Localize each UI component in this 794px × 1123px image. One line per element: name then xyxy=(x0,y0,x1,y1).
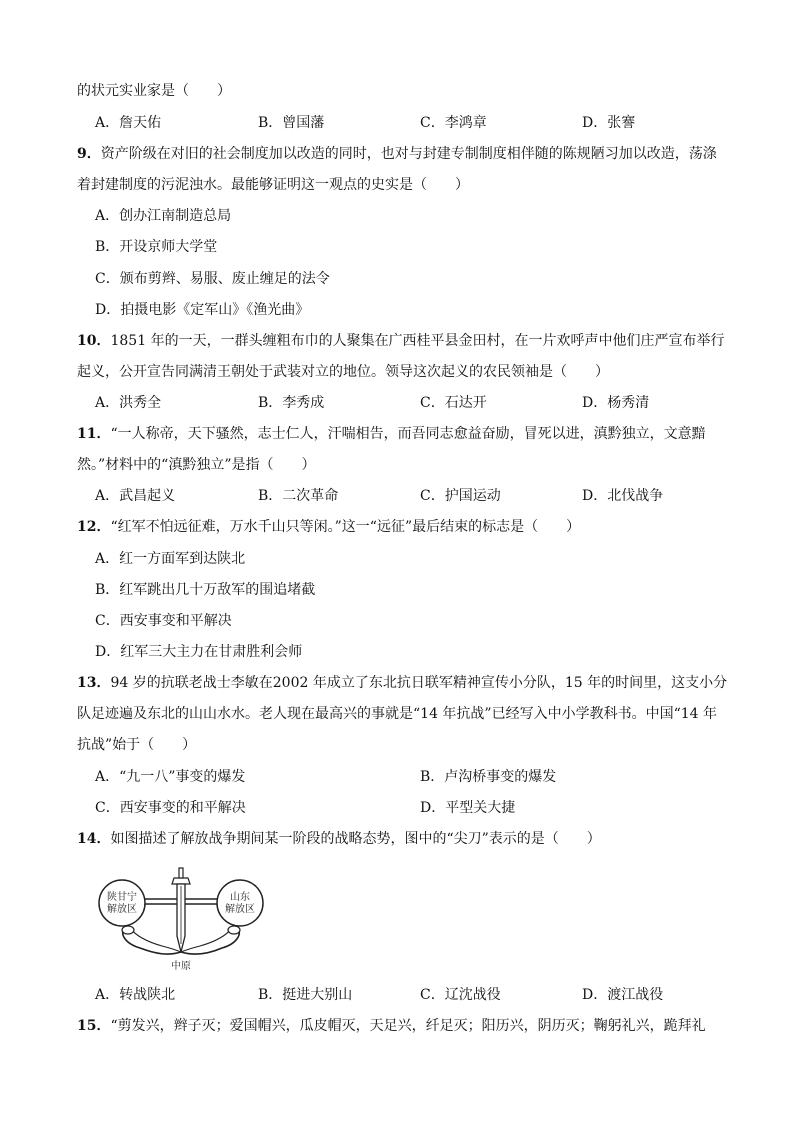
q11-option-b[interactable]: B．二次革命 xyxy=(258,488,339,504)
left-region-circle xyxy=(99,880,145,926)
q10-stem-line1 xyxy=(77,331,725,351)
q9-option-a[interactable]: A．创办江南制造总局 xyxy=(95,208,232,224)
q12-option-a[interactable]: A．红一方面军到达陕北 xyxy=(95,551,246,567)
q10-option-b[interactable]: B．李秀成 xyxy=(258,395,325,411)
q13-stem-line3: 抗战”始于（ ） xyxy=(77,737,197,753)
q14-stem-line1 xyxy=(77,829,601,849)
right-region-circle xyxy=(217,880,263,926)
q12-option-d[interactable]: D．红军三大主力在甘肃胜利会师 xyxy=(95,644,303,660)
q14-number: 14． xyxy=(77,831,111,847)
q9-text: 资产阶级在对旧的社会制度加以改造的同时，也对与封建专制制度相伴随的陈规陋习加以改造，荡涤 xyxy=(100,146,717,162)
central-plains-label: 中原 xyxy=(171,961,191,972)
q13-stem-line2: 队足迹遍及东北的山山水水。老人现在最高兴的事就是“14 年抗战”已经写入中小学教科书。中国“14 年 xyxy=(77,706,717,722)
q8-option-d[interactable]: D．张謇 xyxy=(582,115,636,131)
q11-option-a[interactable]: A．武昌起义 xyxy=(95,488,176,504)
q10-stem-line2: 起义，公开宣告同满清王朝处于武装对立的地位。领导这次起义的农民领袖是（ ） xyxy=(77,364,609,380)
q14-option-b[interactable]: B．挺进大别山 xyxy=(258,987,353,1003)
q9-stem-line1 xyxy=(77,144,717,164)
q12-option-c[interactable]: C．西安事变和平解决 xyxy=(95,613,232,629)
q12-stem-line1 xyxy=(77,517,580,537)
q13-option-b[interactable]: B．卢沟桥事变的爆发 xyxy=(420,769,557,785)
q10-text: 1851 年的一天，一群头缠粗布巾的人聚集在广西桂平县金田村，在一片欢呼声中他们庄严宣布举行 xyxy=(110,333,725,349)
q13-option-a[interactable]: A．“九一八”事变的爆发 xyxy=(95,769,246,785)
q9-stem-line2: 着封建制度的污泥浊水。最能够证明这一观点的史实是（ ） xyxy=(77,177,469,193)
q15-number: 15． xyxy=(77,1018,111,1034)
q11-option-d[interactable]: D．北伐战争 xyxy=(582,488,664,504)
q14-option-c[interactable]: C．辽沈战役 xyxy=(420,987,501,1003)
q9-number: 9． xyxy=(77,146,101,162)
left-region-label-1: 陕甘宁 xyxy=(107,892,137,903)
q8-stem-tail: 的状元实业家是（ ） xyxy=(77,83,231,99)
q14-option-a[interactable]: A．转战陕北 xyxy=(95,987,176,1003)
left-hand xyxy=(122,926,134,934)
q11-stem-line1 xyxy=(77,424,706,444)
q15-stem-line1 xyxy=(77,1016,706,1036)
q13-stem-line1 xyxy=(77,673,727,693)
right-region-label-1: 山东 xyxy=(230,892,250,903)
knife-handle-top xyxy=(172,878,190,884)
knife-grip xyxy=(179,868,183,878)
q9-option-b[interactable]: B．开设京师大学堂 xyxy=(95,239,218,255)
q13-option-d[interactable]: D．平型关大捷 xyxy=(420,800,516,816)
q12-text: “红军不怕远征难，万水千山只等闲。”这一“远征”最后结束的标志是（ ） xyxy=(110,519,581,535)
q11-number: 11． xyxy=(77,426,111,442)
q13-number: 13． xyxy=(77,675,111,691)
q13-text: 94 岁的抗联老战士李敏在2002 年成立了东北抗日联军精神宣传小分队，15 年的时间里，这支小分 xyxy=(110,675,728,691)
q12-number: 12． xyxy=(77,519,111,535)
q11-text: “一人称帝，天下骚然，志士仁人，汗喘相告，而吾同志愈益奋励，冒死以进，滇黔独立，文意黯 xyxy=(110,426,706,442)
q10-option-d[interactable]: D．杨秀清 xyxy=(582,395,650,411)
q10-option-a[interactable]: A．洪秀全 xyxy=(95,395,162,411)
q13-option-c[interactable]: C．西安事变的和平解决 xyxy=(95,800,246,816)
q9-option-c[interactable]: C．颁布剪辫、易服、废止缠足的法令 xyxy=(95,271,330,287)
left-region-label-2: 解放区 xyxy=(107,904,137,915)
q10-number: 10． xyxy=(77,333,111,349)
q8-option-b[interactable]: B．曾国藩 xyxy=(258,115,325,131)
right-region-label-2: 解放区 xyxy=(225,904,255,915)
q9-option-d[interactable]: D．拍摄电影《定军山》《渔光曲》 xyxy=(95,302,310,318)
q14-option-d[interactable]: D．渡江战役 xyxy=(582,987,664,1003)
q12-option-b[interactable]: B．红军跳出几十万敌军的围追堵截 xyxy=(95,582,316,598)
q11-option-c[interactable]: C．护国运动 xyxy=(420,488,501,504)
q14-text: 如图描述了解放战争期间某一阶段的战略态势，图中的“尖刀”表示的是（ ） xyxy=(110,831,601,847)
q8-option-c[interactable]: C．李鸿章 xyxy=(420,115,487,131)
q11-stem-line2: 然。”材料中的“滇黔独立”是指（ ） xyxy=(77,457,316,473)
q8-option-a[interactable]: A．詹天佑 xyxy=(95,115,162,131)
q15-text: “剪发兴，辫子灭；爱国帽兴，瓜皮帽灭，天足兴，纤足灭；阳历兴，阴历灭；鞠躬礼兴，跪拜礼 xyxy=(110,1018,706,1034)
strategic-situation-diagram xyxy=(96,866,266,976)
right-hand xyxy=(228,926,240,934)
q10-option-c[interactable]: C．石达开 xyxy=(420,395,487,411)
